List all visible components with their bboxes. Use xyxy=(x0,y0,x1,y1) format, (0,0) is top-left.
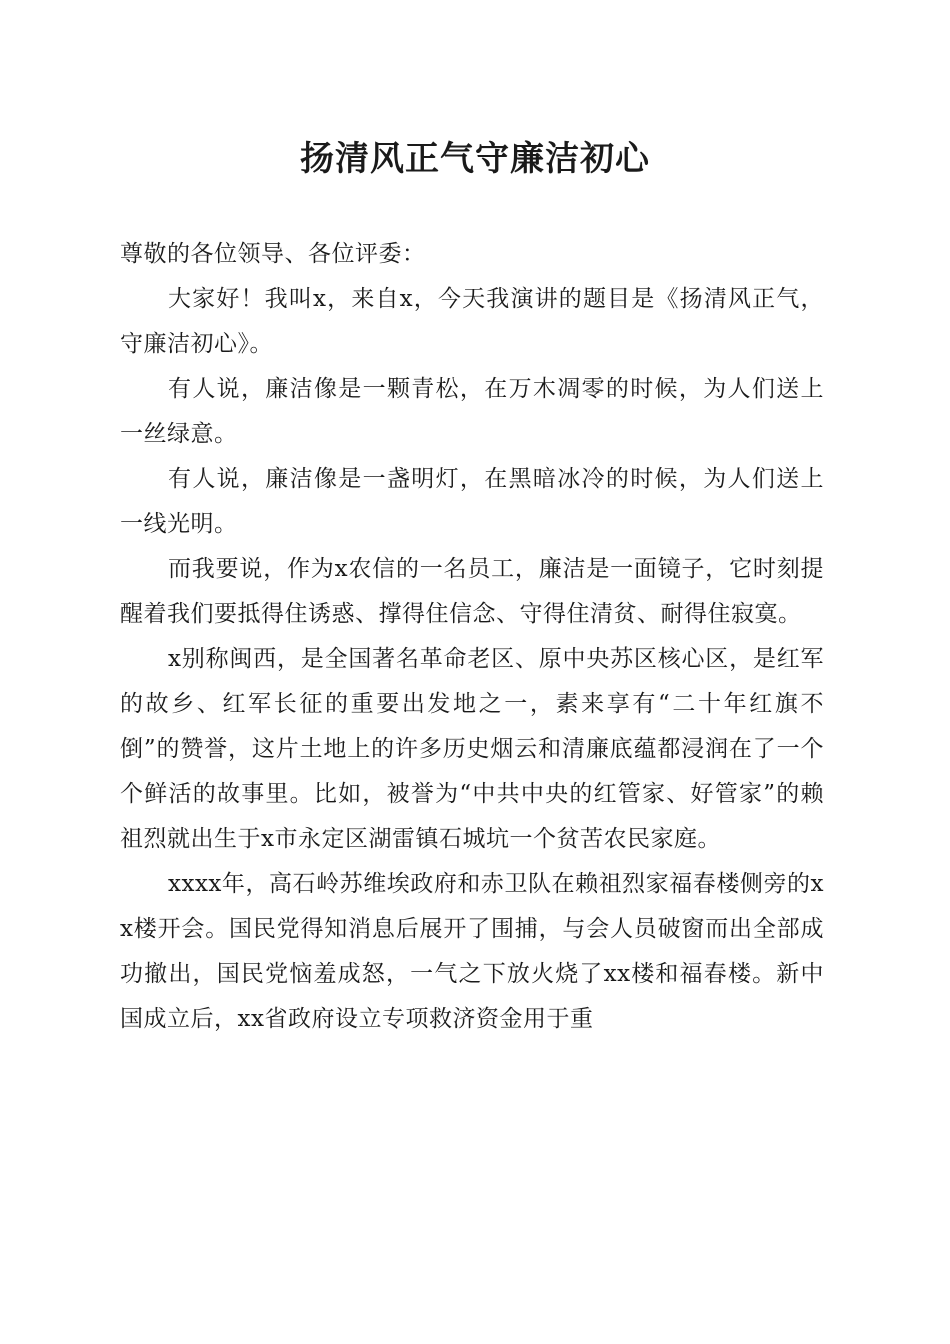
paragraph-pine: 有人说，廉洁像是一颗青松，在万木凋零的时候，为人们送上一丝绿意。 xyxy=(120,376,824,447)
paragraph-history: xxxx年，高石岭苏维埃政府和赤卫队在赖祖烈家福春楼侧旁的xx楼开会。国民党得知消息后展开了围捕，与会人员破窗而出全部成功撤出，国民党恼羞成怒，一气之下放火烧了xx楼和福春楼。新中国成立后，xx省政府设立专项救济资金用于重 xyxy=(120,871,824,1032)
paragraph-greeting: 大家好！我叫x，来自x，今天我演讲的题目是《扬清风正气，守廉洁初心》。 xyxy=(120,286,824,357)
paragraph-minxi: x别称闽西，是全国著名革命老区、原中央苏区核心区，是红军的故乡、红军长征的重要出发地之一，素来享有“二十年红旗不倒”的赞誉，这片土地上的许多历史烟云和清廉底蕴都浸润在了一个个鲜活的故事里。比如，被誉为“中共中央的红管家、好管家”的赖祖烈就出生于x市永定区湖雷镇石城坑一个贫苦农民家庭。 xyxy=(120,646,824,852)
paragraph-mirror: 而我要说，作为x农信的一名员工，廉洁是一面镜子，它时刻提醒着我们要抵得住诱惑、撑得住信念、守得住清贫、耐得住寂寞。 xyxy=(120,556,824,627)
salutation: 尊敬的各位领导、各位评委： xyxy=(120,241,426,267)
document-body xyxy=(120,232,824,1042)
document-title: 扬清风正气守廉洁初心 xyxy=(300,139,650,179)
paragraph-lamp: 有人说，廉洁像是一盏明灯，在黑暗冰冷的时候，为人们送上一线光明。 xyxy=(120,466,824,537)
